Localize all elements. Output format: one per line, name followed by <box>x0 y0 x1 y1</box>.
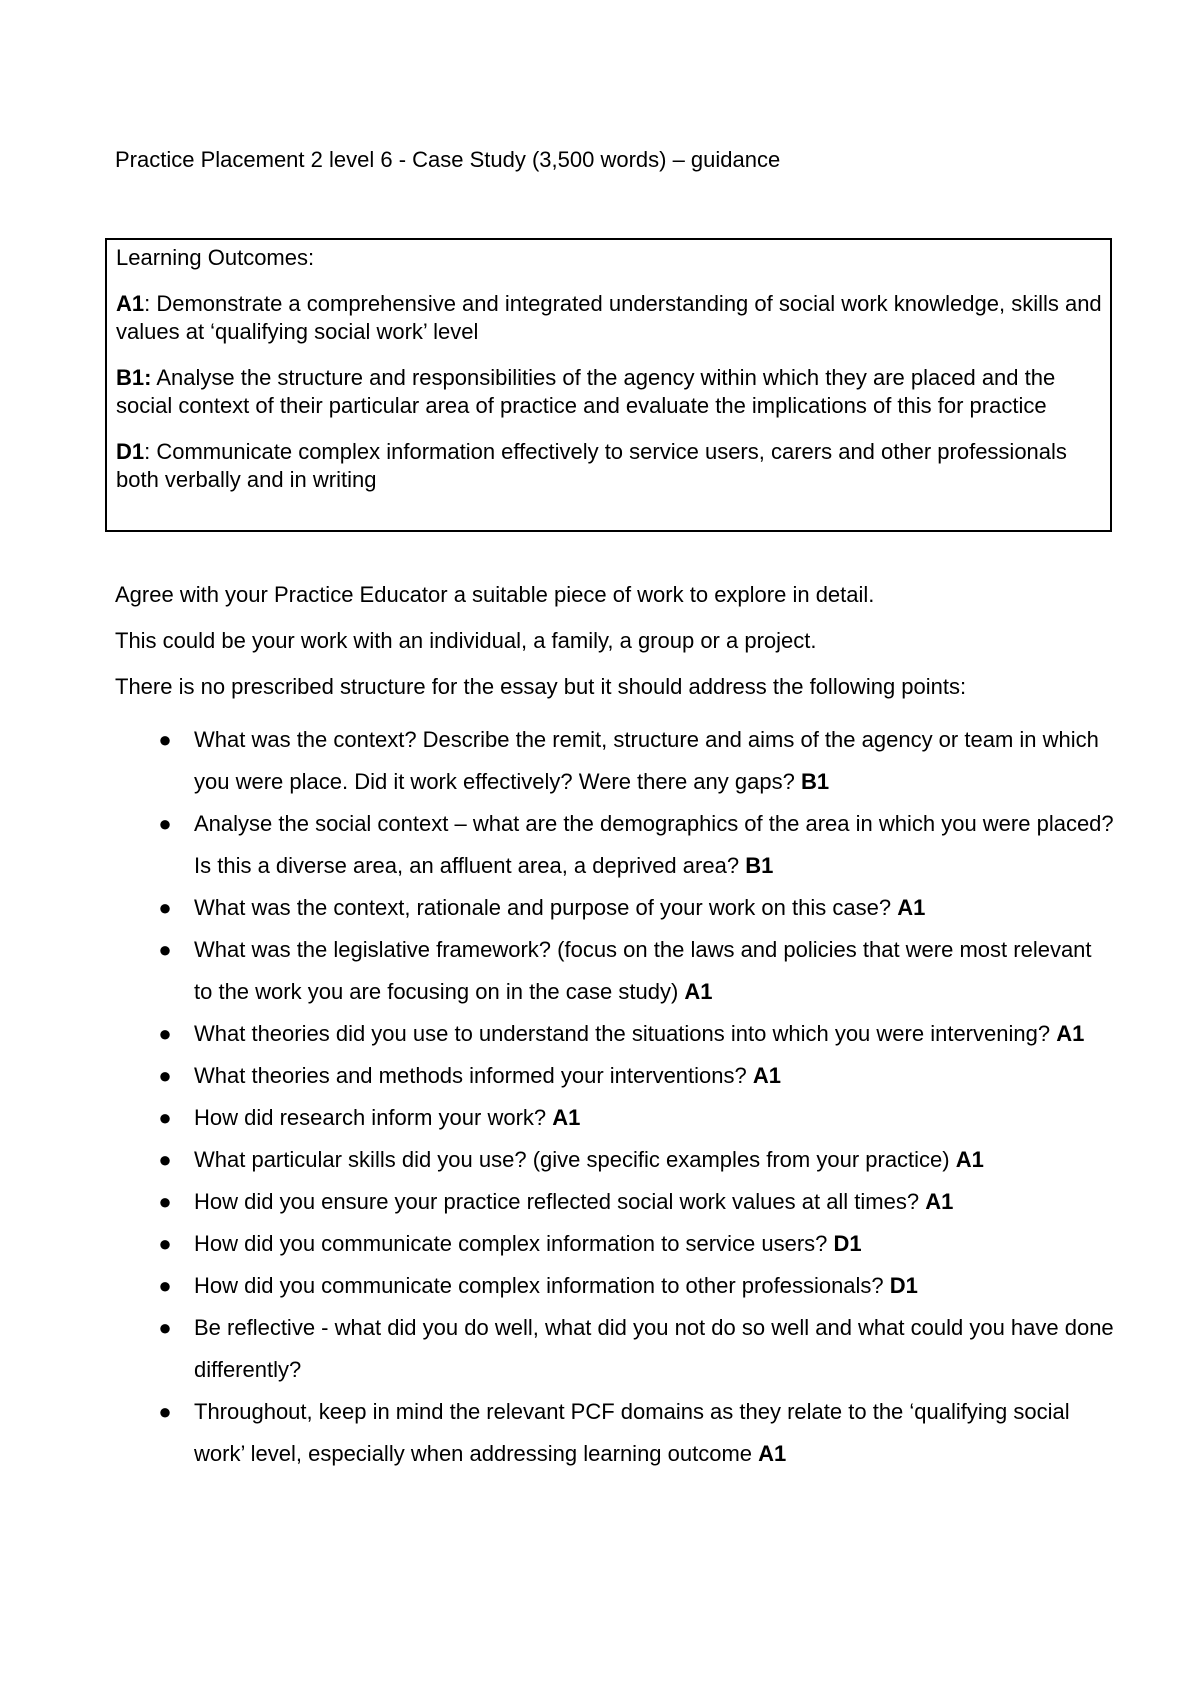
outcome-separator: : <box>144 439 157 464</box>
outcome-code: A1 <box>1056 1021 1085 1046</box>
point-text: How did you communicate complex information to service users? <box>194 1231 828 1256</box>
outcome-code: A1 <box>116 291 145 316</box>
point-text: What theories and methods informed your interventions? <box>194 1063 747 1088</box>
intro-paragraph-1: Agree with your Practice Educator a suitable piece of work to explore in detail. <box>115 582 875 607</box>
list-item <box>115 803 1115 887</box>
bullet-icon: ● <box>158 937 172 962</box>
point-text: Throughout, keep in mind the relevant PCF domains as they relate to the ‘qualifying social work’ level, especially when addressing learning outcome <box>194 1399 1070 1466</box>
learning-outcome-a1 <box>116 290 1102 346</box>
outcome-text: Communicate complex information effectively to service users, carers and other professionals both verbally and in writing <box>116 439 1067 492</box>
bullet-icon: ● <box>158 811 172 836</box>
outcome-code: A1 <box>897 895 926 920</box>
bullet-icon: ● <box>158 1273 172 1298</box>
guidance-points-list <box>115 719 1115 1475</box>
list-item <box>115 1391 1115 1475</box>
list-item <box>115 1307 1115 1391</box>
intro-section <box>115 580 1115 718</box>
outcome-code: A1 <box>752 1063 781 1088</box>
bullet-icon: ● <box>158 1063 172 1088</box>
bullet-icon: ● <box>158 1105 172 1130</box>
point-text: Analyse the social context – what are the demographics of the area in which you were placed? Is this a diverse area, an affluent area, a deprived area? <box>194 811 1114 878</box>
intro-paragraph-3: There is no prescribed structure for the essay but it should address the following points: <box>115 674 967 699</box>
outcome-code: A1 <box>758 1441 787 1466</box>
outcome-code: D1 <box>833 1231 862 1256</box>
bullet-icon: ● <box>158 1315 172 1340</box>
document-title: Practice Placement 2 level 6 - Case Study (3,500 words) – guidance <box>115 147 781 172</box>
intro-paragraph-2: This could be your work with an individual, a family, a group or a project. <box>115 628 817 653</box>
bullet-icon: ● <box>158 1147 172 1172</box>
outcome-code: A1 <box>925 1189 954 1214</box>
list-item <box>115 1223 1115 1265</box>
list-item <box>115 1139 1115 1181</box>
outcome-code: B1 <box>800 769 830 794</box>
point-text: What was the context? Describe the remit, structure and aims of the agency or team in which you were place. Did it work effectively? Were there any gaps? <box>194 727 1099 794</box>
point-text: What particular skills did you use? (give specific examples from your practice) <box>194 1147 950 1172</box>
point-text: Be reflective - what did you do well, what did you not do so well and what could you have done differently? <box>194 1315 1114 1382</box>
learning-outcome-d1 <box>116 438 1102 494</box>
list-item <box>115 1097 1115 1139</box>
outcome-text: Analyse the structure and responsibilities of the agency within which they are placed and the social context of their particular area of practice and evaluate the implications of this for practice <box>116 365 1056 418</box>
outcome-code: A1 <box>552 1105 581 1130</box>
point-text: How did you communicate complex information to other professionals? <box>194 1273 884 1298</box>
point-text: What was the legislative framework? (focus on the laws and policies that were most relevant to the work you are focusing on in the case study) <box>194 937 1092 1004</box>
outcome-code: A1 <box>684 979 713 1004</box>
outcome-code: B1 <box>745 853 774 878</box>
outcome-code: D1 <box>889 1273 918 1298</box>
learning-outcome-b1 <box>116 364 1102 420</box>
point-text: What was the context, rationale and purpose of your work on this case? <box>194 895 892 920</box>
outcome-text: Demonstrate a comprehensive and integrated understanding of social work knowledge, skills and values at ‘qualifying social work’ level <box>116 291 1102 344</box>
list-item <box>115 887 1115 929</box>
list-item <box>115 1013 1115 1055</box>
bullet-icon: ● <box>158 895 172 920</box>
bullet-icon: ● <box>158 1399 172 1424</box>
outcome-separator: : <box>144 291 157 316</box>
point-text: What theories did you use to understand the situations into which you were intervening? <box>194 1021 1051 1046</box>
learning-outcomes-box <box>105 238 1112 532</box>
point-text: How did research inform your work? <box>194 1105 547 1130</box>
bullet-icon: ● <box>158 1189 172 1214</box>
bullet-icon: ● <box>158 1231 172 1256</box>
list-item <box>115 929 1115 1013</box>
bullet-icon: ● <box>158 727 172 752</box>
outcome-code: D1 <box>116 439 145 464</box>
outcome-code: A1 <box>955 1147 984 1172</box>
bullet-icon: ● <box>158 1021 172 1046</box>
list-item <box>115 719 1115 803</box>
point-text: How did you ensure your practice reflected social work values at all times? <box>194 1189 920 1214</box>
list-item <box>115 1181 1115 1223</box>
learning-outcomes-heading: Learning Outcomes: <box>116 245 315 270</box>
outcome-code: B1: <box>116 365 152 390</box>
list-item <box>115 1265 1115 1307</box>
list-item <box>115 1055 1115 1097</box>
